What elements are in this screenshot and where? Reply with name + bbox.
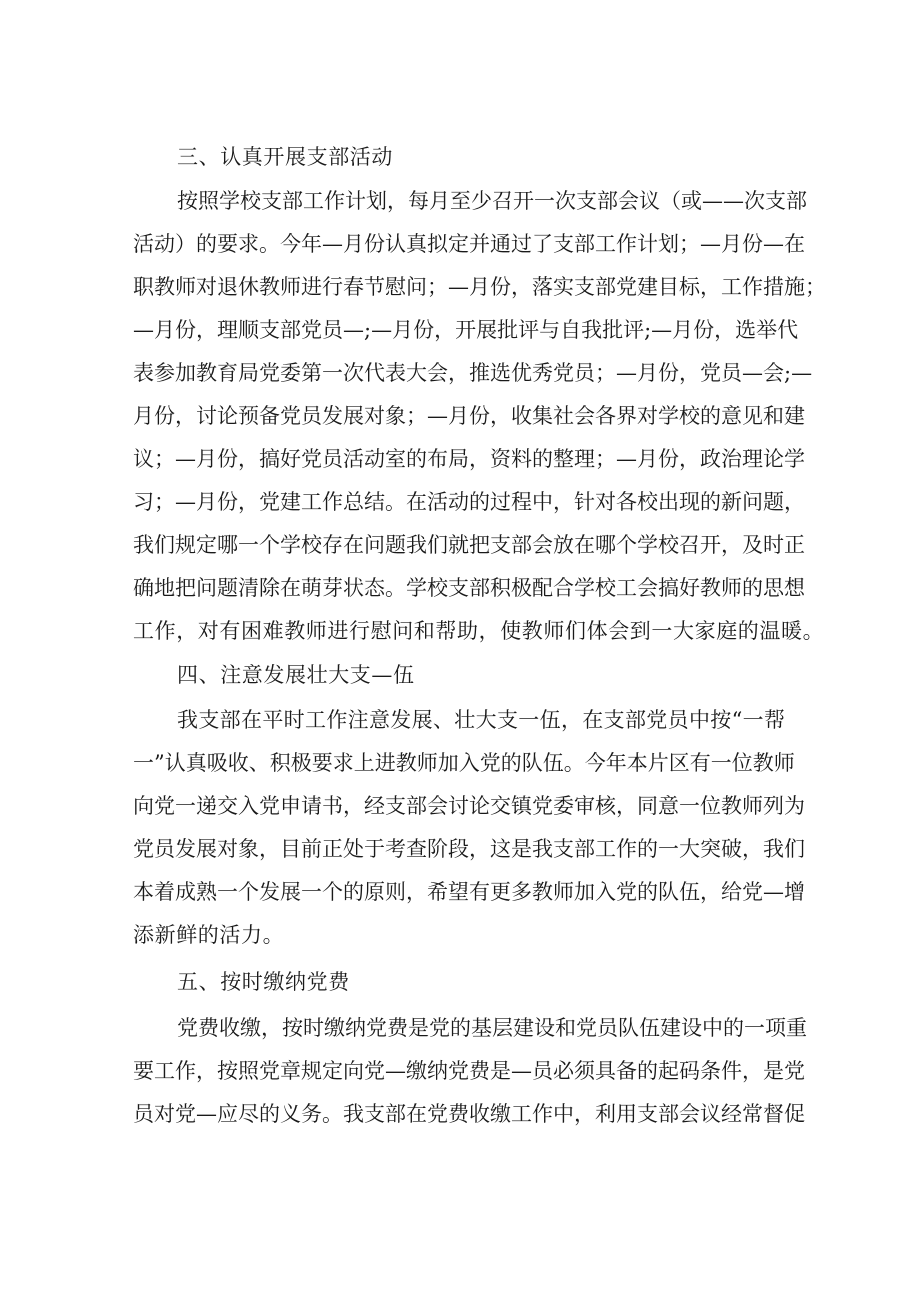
paragraph-line: —月份，理顺支部党员—;—月份，开展批评与自我批评;—月份，选举代 — [133, 318, 799, 342]
paragraph-line: 职教师对退休教师进行春节慰问；—月份，落实支部党建目标，工作措施； — [133, 275, 826, 299]
paragraph-line: 我们规定哪一个学校存在问题我们就把支部会放在哪个学校召开，及时正 — [133, 533, 805, 557]
paragraph-line: 向党一递交入党申请书，经支部会讨论交镇党委审核，同意一位教师列为 — [133, 794, 805, 818]
paragraph-line: 一”认真吸收、积极要求上进教师加入党的队伍。今年本片区有一位教师 — [133, 751, 795, 775]
paragraph-line: 员对党—应尽的义务。我支部在党费收缴工作中，利用支部会议经常督促 — [133, 1102, 805, 1126]
section-heading: 三、认真开展支部活动 — [177, 145, 393, 169]
paragraph-line: 工作，对有困难教师进行慰问和帮助，使教师们体会到一大家庭的温暖。 — [133, 619, 825, 643]
paragraph-line: 月份，讨论预备党员发展对象；—月份，收集社会各界对学校的意见和建 — [133, 404, 805, 428]
section-heading: 五、按时缴纳党费 — [177, 970, 350, 994]
paragraph-line: 习；—月份，党建工作总结。在活动的过程中，针对各校出现的新问题， — [133, 490, 805, 514]
paragraph-line: 按照学校支部工作计划，每月至少召开一次支部会议（或——次支部 — [177, 189, 807, 213]
paragraph-line: 议；—月份，搞好党员活动室的布局，资料的整理；—月份，政治理论学 — [133, 447, 805, 471]
paragraph-line: 表参加教育局党委第一次代表大会，推选优秀党员；—月份，党员—会;— — [133, 361, 813, 385]
paragraph-line: 添新鲜的活力。 — [133, 923, 285, 947]
paragraph-line: 我支部在平时工作注意发展、壮大支一伍，在支部党员中按“一帮 — [177, 708, 785, 732]
paragraph-line: 要工作，按照党章规定向党—缴纳党费是—员必须具备的起码条件，是党 — [133, 1059, 805, 1083]
paragraph-line: 本着成熟一个发展一个的原则，希望有更多教师加入党的队伍，给党—增 — [133, 880, 805, 904]
section-heading: 四、注意发展壮大支—伍 — [177, 663, 415, 687]
paragraph-line: 活动）的要求。今年—月份认真拟定并通过了支部工作计划；—月份—在 — [133, 232, 805, 256]
paragraph-line: 党员发展对象，目前正处于考查阶段，这是我支部工作的一大突破，我们 — [133, 837, 805, 861]
paragraph-line: 党费收缴，按时缴纳党费是党的基层建设和党员队伍建设中的一项重 — [177, 1016, 807, 1040]
paragraph-line: 确地把问题清除在萌芽状态。学校支部积极配合学校工会搞好教师的思想 — [133, 576, 805, 600]
